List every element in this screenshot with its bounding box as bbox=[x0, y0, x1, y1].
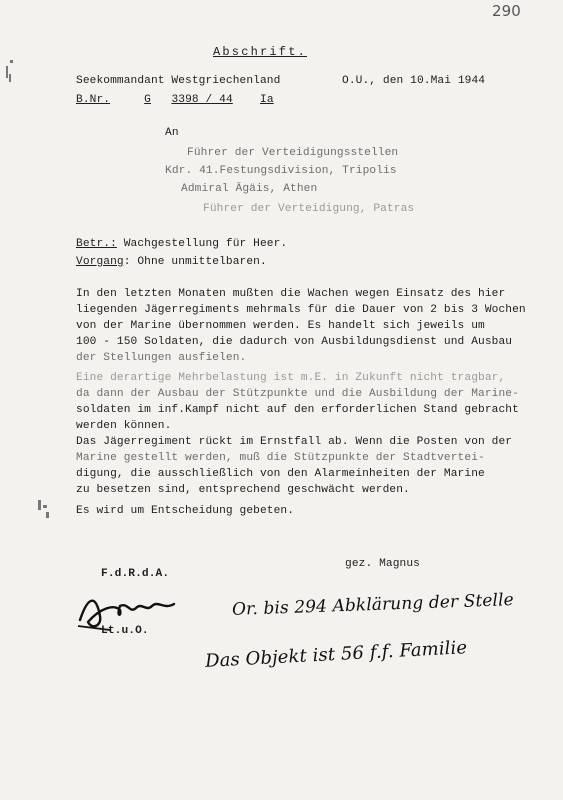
body-line: zu besetzen sind, entsprechend geschwächt werden. bbox=[76, 484, 410, 496]
page-number: 290 bbox=[492, 2, 521, 20]
betr-label: Betr.: bbox=[76, 238, 117, 250]
ref-g: G bbox=[144, 94, 151, 106]
body-line: werden können. bbox=[76, 420, 172, 432]
ref-dept: Ia bbox=[260, 94, 274, 106]
body-line: liegenden Jägerregiments mehrmals für die Dauer von 2 bis 3 Wochen bbox=[76, 304, 526, 316]
signer-rank: Lt.u.O. bbox=[101, 625, 149, 637]
betr-text: Wachgestellung für Heer. bbox=[116, 238, 288, 250]
vorgang-line bbox=[76, 255, 267, 269]
body-line: da dann der Ausbau der Stützpunkte und die Ausbildung der Marine- bbox=[76, 388, 519, 400]
vorgang-label: Vorgang bbox=[76, 256, 124, 268]
recipient-1: Führer der Verteidigungsstellen bbox=[187, 147, 399, 159]
recipient-3: Admiral Ägäis, Athen bbox=[181, 183, 318, 195]
scan-speck bbox=[38, 500, 41, 510]
body-line: Marine gestellt werden, muß die Stützpunkte der Stadtvertei- bbox=[76, 452, 485, 464]
body-line: Es wird um Entscheidung gebeten. bbox=[76, 505, 295, 517]
body-line: Eine derartige Mehrbelastung ist m.E. in Zukunft nicht tragbar, bbox=[76, 372, 506, 384]
body-line: soldaten im inf.Kampf nicht auf den erforderlichen Stand gebracht bbox=[76, 404, 519, 416]
scan-speck bbox=[10, 60, 13, 63]
subject-line bbox=[76, 237, 287, 251]
signed-line: gez. Magnus bbox=[345, 558, 420, 570]
scan-speck bbox=[6, 66, 8, 78]
document-title: Abschrift. bbox=[213, 45, 308, 59]
place-date: O.U., den 10.Mai 1944 bbox=[342, 75, 486, 87]
scan-speck bbox=[46, 512, 49, 518]
recipient-2: Kdr. 41.Festungsdivision, Tripolis bbox=[165, 165, 397, 177]
reference-number bbox=[76, 93, 274, 107]
an-label: An bbox=[165, 127, 179, 139]
ref-label: B.Nr. bbox=[76, 94, 111, 106]
recipient-4: Führer der Verteidigung, Patras bbox=[203, 203, 415, 215]
scan-speck bbox=[9, 74, 11, 82]
handwritten-note-1: Or. bis 294 Abklärung der Stelle bbox=[231, 590, 515, 620]
fdrda-note: F.d.R.d.A. bbox=[101, 568, 170, 580]
body-line: 100 - 150 Soldaten, die dadurch von Ausbildungsdienst und Ausbau bbox=[76, 336, 513, 348]
body-line: digung, die ausschließlich von den Alarmeinheiten der Marine bbox=[76, 468, 485, 480]
scan-speck bbox=[43, 505, 47, 508]
body-line: von der Marine übernommen werden. Es handelt sich jeweils um bbox=[76, 320, 485, 332]
handwritten-note-2: Das Objekt ist 56 f.f. Familie bbox=[204, 637, 468, 672]
vorgang-text: : Ohne unmittelbaren. bbox=[123, 256, 267, 268]
body-line: In den letzten Monaten mußten die Wachen wegen Einsatz des hier bbox=[76, 288, 506, 300]
body-line: Das Jägerregiment rückt im Ernstfall ab. Wenn die Posten von der bbox=[76, 436, 513, 448]
sender: Seekommandant Westgriechenland bbox=[76, 75, 281, 87]
body-line: der Stellungen ausfielen. bbox=[76, 352, 247, 364]
ref-num: 3398 / 44 bbox=[171, 94, 233, 106]
